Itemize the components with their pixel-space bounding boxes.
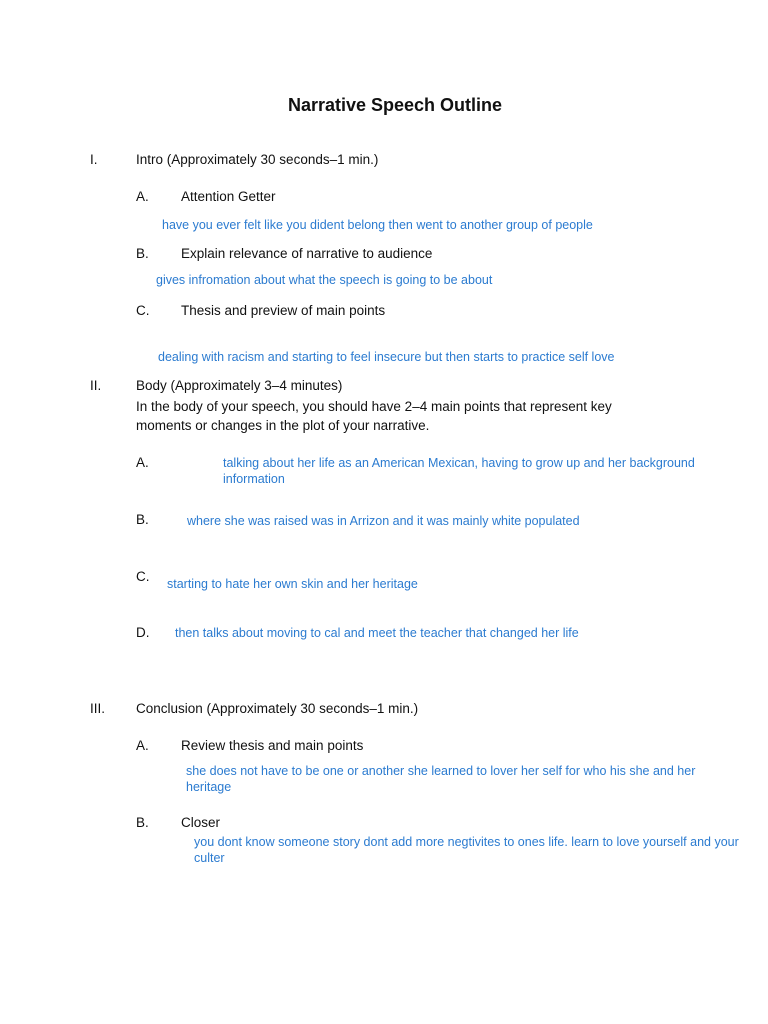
item-letter: D. xyxy=(136,625,150,640)
answer-review-thesis: she does not have to be one or another she learned to lover her self for who his she and her heritage xyxy=(186,764,696,794)
item-letter: A. xyxy=(136,455,149,470)
item-letter: B. xyxy=(136,246,149,261)
section-heading-body: Body (Approximately 3–4 minutes) xyxy=(136,378,343,393)
item-letter: B. xyxy=(136,815,149,830)
answer-closer: you dont know someone story dont add more negtivites to ones life. learn to love yourself and your culter xyxy=(194,835,739,865)
answer-body-point-b: where she was raised was in Arrizon and it was mainly white populated xyxy=(187,514,580,528)
answer-body-point-c: starting to hate her own skin and her heritage xyxy=(167,577,418,591)
item-label-closer: Closer xyxy=(181,815,221,830)
item-label-relevance: Explain relevance of narrative to audience xyxy=(181,246,433,261)
answer-attention-getter: have you ever felt like you dident belong then went to another group of people xyxy=(162,218,593,232)
item-letter: B. xyxy=(136,512,149,527)
section-numeral-intro: I. xyxy=(90,152,98,167)
section-heading-intro: Intro (Approximately 30 seconds–1 min.) xyxy=(136,152,379,167)
item-letter: A. xyxy=(136,189,149,204)
item-letter: C. xyxy=(136,569,150,584)
section-numeral-conclusion: III. xyxy=(90,701,106,716)
section-heading-conclusion: Conclusion (Approximately 30 seconds–1 min.) xyxy=(136,701,419,716)
item-letter: C. xyxy=(136,303,150,318)
item-label-thesis: Thesis and preview of main points xyxy=(181,303,386,318)
body-description: In the body of your speech, you should have 2–4 main points that represent key moments or changes in the plot of your narrative. xyxy=(136,399,612,433)
answer-body-point-a: talking about her life as an American Mexican, having to grow up and her background information xyxy=(223,456,695,486)
item-letter: A. xyxy=(136,738,149,753)
item-label-review-thesis: Review thesis and main points xyxy=(181,738,364,753)
answer-thesis: dealing with racism and starting to feel insecure but then starts to practice self love xyxy=(158,350,615,364)
answer-body-point-d: then talks about moving to cal and meet the teacher that changed her life xyxy=(175,626,579,640)
item-label-attention-getter: Attention Getter xyxy=(181,189,276,204)
page-title: Narrative Speech Outline xyxy=(287,95,503,115)
section-numeral-body: II. xyxy=(90,378,102,393)
answer-relevance: gives infromation about what the speech is going to be about xyxy=(156,273,493,287)
